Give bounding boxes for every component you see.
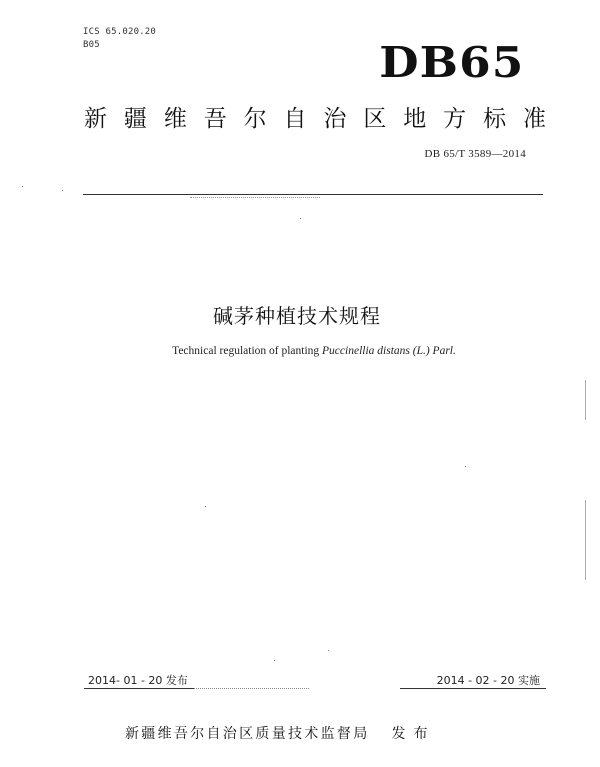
publisher-line [125,723,436,743]
authority-char: 自 [283,106,307,132]
scan-speck [274,660,275,661]
authority-char: 地 [403,106,427,132]
publisher-org: 新疆维吾尔自治区质量技术监督局 [125,726,370,742]
authority-char: 疆 [123,106,147,132]
scan-speck [62,190,63,191]
authority-char: 尔 [243,106,267,132]
issue-date: 2014- 01 - 20 发布 [88,674,188,687]
implementation-date: 2014 - 02 - 20 实施 [436,674,540,687]
authority-char: 维 [163,106,187,132]
scan-speck [205,506,206,507]
authority-char: 新 [84,106,107,132]
title-en-prefix: Technical regulation of planting [172,345,323,357]
db-logo: DB65 [378,38,524,87]
scan-edge-mark [585,380,586,420]
header-divider [83,194,543,195]
header-divider-dots [190,197,320,198]
footer-divider-right [400,688,546,689]
document-title-cn: 碱茅种植技术规程 [213,304,381,328]
authority-char: 治 [323,106,347,132]
authority-char: 标 [483,106,507,132]
footer-divider-middle [194,688,309,689]
date-row [84,672,544,688]
authority-char: 吾 [203,106,227,132]
authority-char: 准 [522,106,546,132]
scan-speck [22,186,23,187]
scan-speck [328,650,329,651]
scan-speck [300,218,301,219]
publisher-action: 发布 [391,726,436,742]
title-en-species: Puccinellia distans (L.) Parl. [322,345,456,357]
ccs-code: B05 [83,40,100,50]
ics-code: ICS 65.020.20 [83,27,157,37]
footer-divider-left [84,688,194,689]
scan-speck [465,466,466,467]
classification-codes [83,26,156,52]
document-title-en [0,345,600,357]
authority-char: 方 [443,106,467,132]
issuing-authority-heading [84,104,546,134]
authority-char: 区 [363,106,387,132]
scan-edge-mark [585,500,586,580]
standard-number: DB 65/T 3589—2014 [424,148,526,160]
